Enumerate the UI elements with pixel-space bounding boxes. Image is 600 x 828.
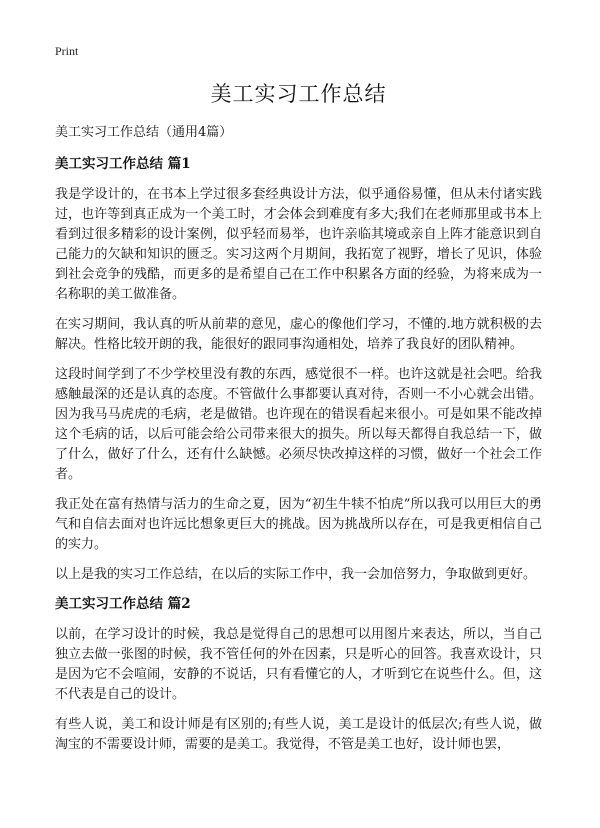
paragraph: 我是学设计的，在书本上学过很多套经典设计方法，似乎通俗易懂，但从未付诸实践过，也许等到真正成为一个美工时，才会体会到难度有多大;我们在老师那里或书本上看到过很多精彩的设计案例，似乎轻而易举，也许亲临其境或亲自上阵才能意识到自己能力的欠缺和知识的匮乏。实习这两个月期间，我拓宽了视野，增长了见识，体验到社会竞争的残酷，而更多的是希望自己在工作中积累各方面的经验，为将来成为一名称职的美工做准备。 (55, 187, 542, 302)
document-subtitle: 美工实习工作总结（通用4篇） (55, 125, 233, 140)
paragraph: 以上是我的实习工作总结，在以后的实际工作中，我一会加倍努力，争取做到更好。 (55, 567, 537, 582)
section-heading: 美工实习工作总结 篇2 (55, 596, 191, 612)
paragraph: 以前，在学习设计的时候，我总是觉得自己的思想可以用图片来表达，所以，当自己独立去做一张图的时候，我不管任何的外在因素，只是听心的回答。我喜欢设计，只是因为它不会喧闹，安静的不说话，只有看懂它的人，才听到它在说些什么。但，这不代表是自己的设计。 (55, 627, 542, 702)
section-2 (55, 595, 542, 755)
document-title: 美工实习工作总结 (210, 82, 387, 106)
paragraph: 我正处在富有热情与活力的生命之夏，因为“初生牛犊不怕虎”所以我可以用巨大的勇气和自信去面对也许远比想象更巨大的挑战。因为挑战所以存在，可是我更相信自己的实力。 (55, 497, 542, 552)
section-1 (55, 155, 542, 585)
section-heading: 美工实习工作总结 篇1 (55, 156, 191, 172)
paragraph: 这段时间学到了不少学校里没有教的东西，感觉很不一样。也许这就是社会吧。给我感触最深的还是认真的态度。不管做什么事都要认真对待，否则一不小心就会出错。因为我马马虎虎的毛病，老是做错。也许现在的错误看起来很小。可是如果不能改掉这个毛病的话，以后可能会给公司带来很大的损失。所以每天都得自我总结一下，做了什么，做好了什么，还有什么缺憾。必须尽快改掉这样的习惯，做好一个社会工作者。 (55, 367, 542, 482)
paragraph: 有些人说，美工和设计师是有区别的;有些人说，美工是设计的低层次;有些人说，做淘宝的不需要设计师，需要的是美工。我觉得，不管是美工也好，设计师也罢， (55, 717, 542, 752)
print-link[interactable]: Print (55, 44, 79, 58)
paragraph: 在实习期间，我认真的听从前辈的意见，虚心的像他们学习，不懂的.地方就积极的去解决。性格比较开朗的我，能很好的跟同事沟通相处，培养了我良好的团队精神。 (55, 317, 542, 352)
